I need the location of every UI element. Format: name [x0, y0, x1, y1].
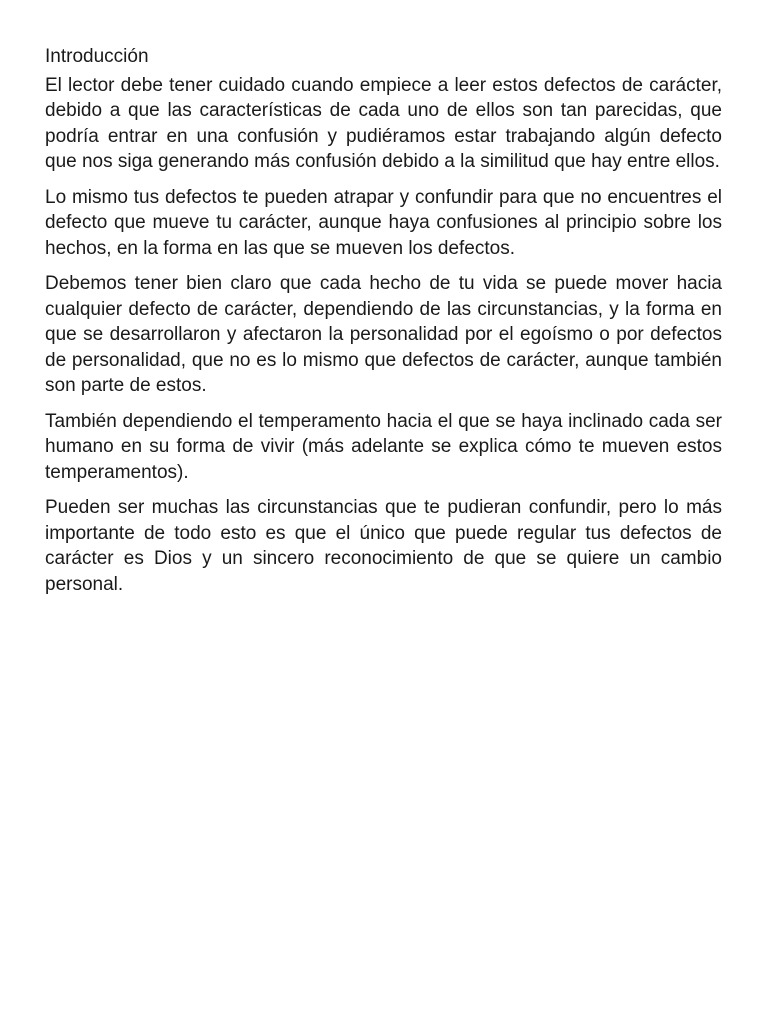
paragraph-3: Debemos tener bien claro que cada hecho de tu vida se puede mover hacia cualquier defecto de carácter, dependiendo de las circunstancias, y la forma en que se desarrollaron y afectaron la personalidad por el egoísmo o por defectos de personalidad, que no es lo mismo que defectos de carácter, aunque también son parte de estos. [45, 273, 722, 396]
paragraph-5: Pueden ser muchas las circunstancias que te pudieran confundir, pero lo más importante de todo esto es que el único que puede regular tus defectos de carácter es Dios y un sincero reconocimiento de que se quiere un cambio personal. [45, 497, 722, 595]
document-page [45, 44, 722, 607]
paragraph-2: Lo mismo tus defectos te pueden atrapar y confundir para que no encuentres el defecto que mueve tu carácter, aunque haya confusiones al principio sobre los hechos, en la forma en las que se mueven los defectos. [45, 186, 722, 259]
paragraph-1: El lector debe tener cuidado cuando empiece a leer estos defectos de carácter, debido a que las características de cada uno de ellos son tan parecidas, que podría entrar en una confusión y pudiéramos estar trabajando algún defecto que nos siga generando más confusión debido a la similitud que hay entre ellos. [45, 74, 722, 172]
paragraph-4: También dependiendo el temperamento hacia el que se haya inclinado cada ser humano en su forma de vivir (más adelante se explica cómo te mueven estos temperamentos). [45, 410, 722, 483]
section-heading: Introducción [45, 46, 149, 67]
